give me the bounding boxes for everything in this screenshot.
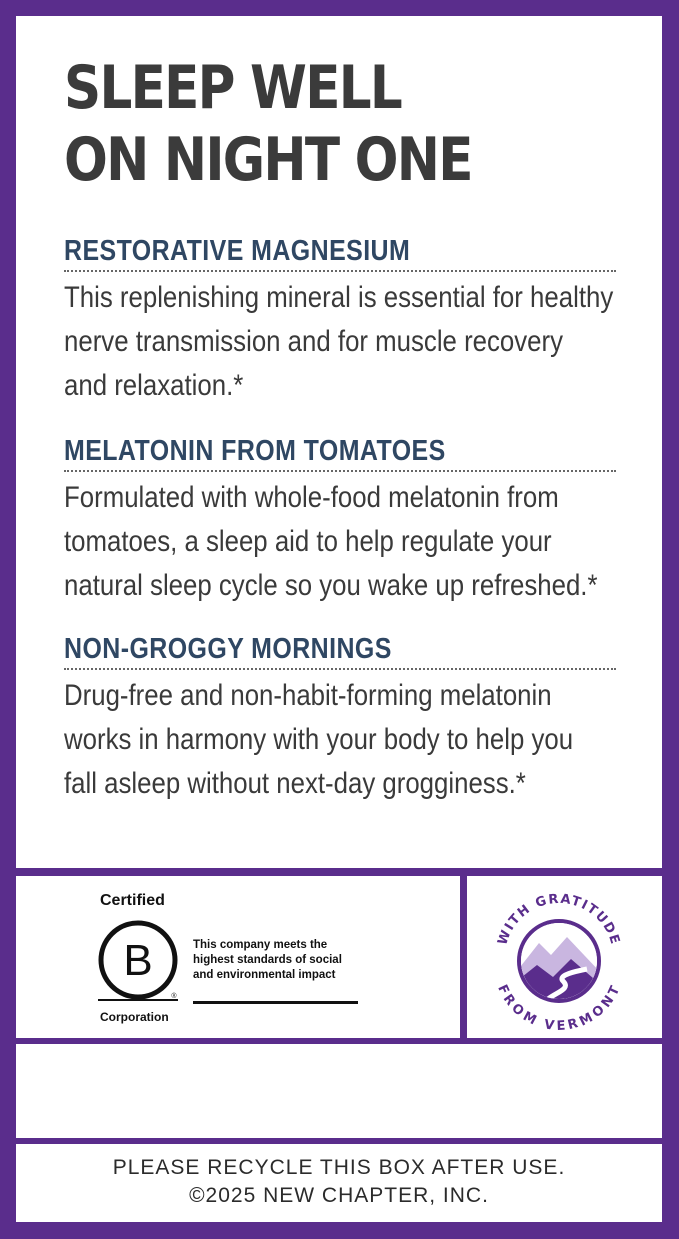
badge-top-text: WITH GRATITUDE	[495, 891, 623, 948]
section-body	[64, 476, 614, 608]
body-line: Drug-free and non-habit-forming melatonin	[64, 679, 552, 712]
b-corp-logo-icon	[96, 918, 180, 1002]
dotted-divider	[64, 470, 616, 472]
copyright-notice: ©2025 NEW CHAPTER, INC.	[189, 1184, 489, 1207]
body-line: fall asleep without next-day grogginess.*	[64, 767, 526, 800]
statement-line: and environmental impact	[193, 969, 336, 981]
recycle-notice: PLEASE RECYCLE THIS BOX AFTER USE.	[112, 1156, 566, 1179]
body-line: nerve transmission and for muscle recovery	[64, 325, 564, 358]
section-title: MELATONIN FROM TOMATOES	[64, 435, 446, 467]
body-line: works in harmony with your body to help you	[64, 723, 574, 756]
section-title: RESTORATIVE MAGNESIUM	[64, 235, 411, 267]
statement-underline	[193, 1001, 358, 1004]
dotted-divider	[64, 668, 616, 670]
bcorp-statement	[193, 938, 363, 983]
body-line: and relaxation.*	[64, 369, 244, 402]
vermont-badge	[487, 885, 632, 1030]
bcorp-corporation-label: Corporation	[100, 1010, 169, 1024]
headline-line-2: ON NIGHT ONE	[64, 125, 472, 195]
section-body	[64, 674, 614, 806]
body-line: This replenishing mineral is essential for healthy	[64, 281, 614, 314]
blank-panel	[16, 1044, 662, 1138]
bcorp-certified-label: Certified	[100, 892, 165, 909]
section-magnesium	[64, 232, 616, 408]
body-line: natural sleep cycle so you wake up refreshed.*	[64, 569, 598, 602]
statement-line: This company meets the	[193, 939, 328, 951]
statement-line: highest standards of social	[193, 954, 342, 966]
badge-bottom-text: FROM VERMONT	[494, 982, 624, 1030]
bcorp-logo-letter: B	[123, 936, 153, 985]
body-line: tomatoes, a sleep aid to help regulate your	[64, 525, 552, 558]
body-line: Formulated with whole-food melatonin from	[64, 481, 559, 514]
vermont-mountain-road-icon	[517, 921, 601, 1005]
headline	[64, 52, 472, 196]
registered-mark: ®	[171, 993, 177, 1000]
section-title: NON-GROGGY MORNINGS	[64, 633, 392, 665]
headline-line-1: SLEEP WELL	[64, 53, 402, 123]
section-melatonin	[64, 432, 616, 608]
section-mornings	[64, 630, 616, 806]
section-body	[64, 276, 614, 408]
dotted-divider	[64, 270, 616, 272]
